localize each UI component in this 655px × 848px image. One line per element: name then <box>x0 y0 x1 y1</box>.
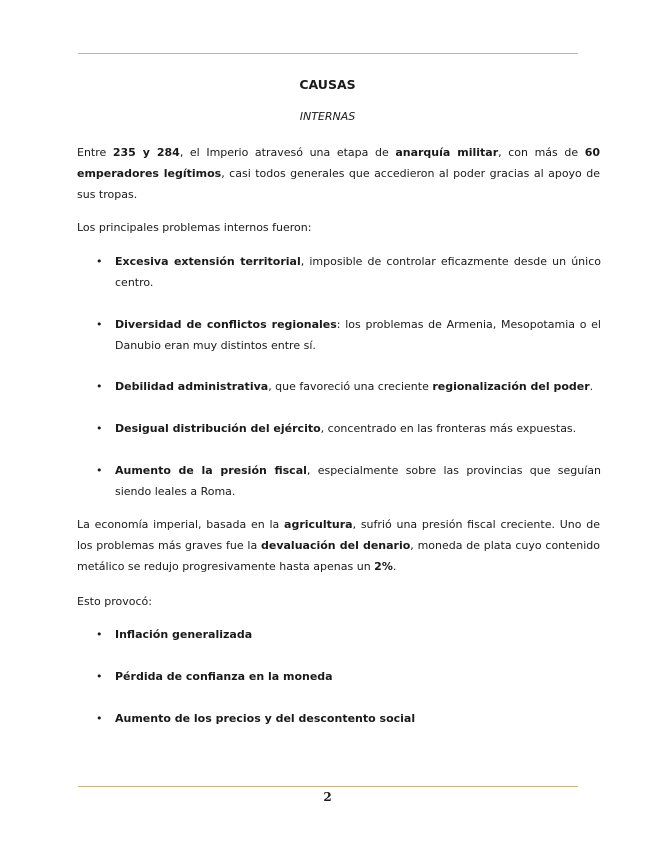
bullet-icon: • <box>96 670 103 683</box>
page-number: 2 <box>323 790 332 804</box>
section-subtitle: INTERNAS <box>299 110 356 123</box>
list-item: • Aumento de los precios y del descontento social <box>96 708 601 729</box>
problems-intro: Los principales problemas internos fueron: <box>77 221 312 234</box>
bullet-icon: • <box>96 712 103 725</box>
intro-paragraph: Entre 235 y 284, el Imperio atravesó una etapa de anarquía militar, con más de 60 emperadores legítimos, casi todos generales que accedieron al poder gracias al apoyo de sus tropas. <box>77 146 600 201</box>
list-item: • Desigual distribución del ejército, concentrado en las fronteras más expuestas. <box>96 418 601 439</box>
bullet-icon: • <box>96 380 103 393</box>
consequences-intro: Esto provocó: <box>77 595 152 608</box>
list-item: • Diversidad de conflictos regionales: los problemas de Armenia, Mesopotamia o el Danubio eran muy distintos entre sí. <box>96 314 601 356</box>
list-item: • Inflación generalizada <box>96 624 601 645</box>
list-item: • Excesiva extensión territorial, imposible de controlar eficazmente desde un único centro. <box>96 251 601 293</box>
list-item: • Debilidad administrativa, que favoreció una creciente regionalización del poder. <box>96 376 601 397</box>
bullet-icon: • <box>96 422 103 435</box>
list-item: • Aumento de la presión fiscal, especialmente sobre las provincias que seguían siendo leales a Roma. <box>96 460 601 502</box>
footer-rule <box>78 786 578 787</box>
section-title: CAUSAS <box>299 77 356 92</box>
bullet-icon: • <box>96 255 103 268</box>
economy-paragraph: La economía imperial, basada en la agricultura, sufrió una presión fiscal creciente. Uno de los problemas más graves fue la devaluación del denario, moneda de plata cuyo contenido metálico se redujo progresivamente hasta apenas un 2%. <box>77 518 600 573</box>
bullet-icon: • <box>96 464 103 477</box>
header-rule <box>78 53 578 54</box>
list-item: • Pérdida de confianza en la moneda <box>96 666 601 687</box>
bullet-icon: • <box>96 628 103 641</box>
bullet-icon: • <box>96 318 103 331</box>
